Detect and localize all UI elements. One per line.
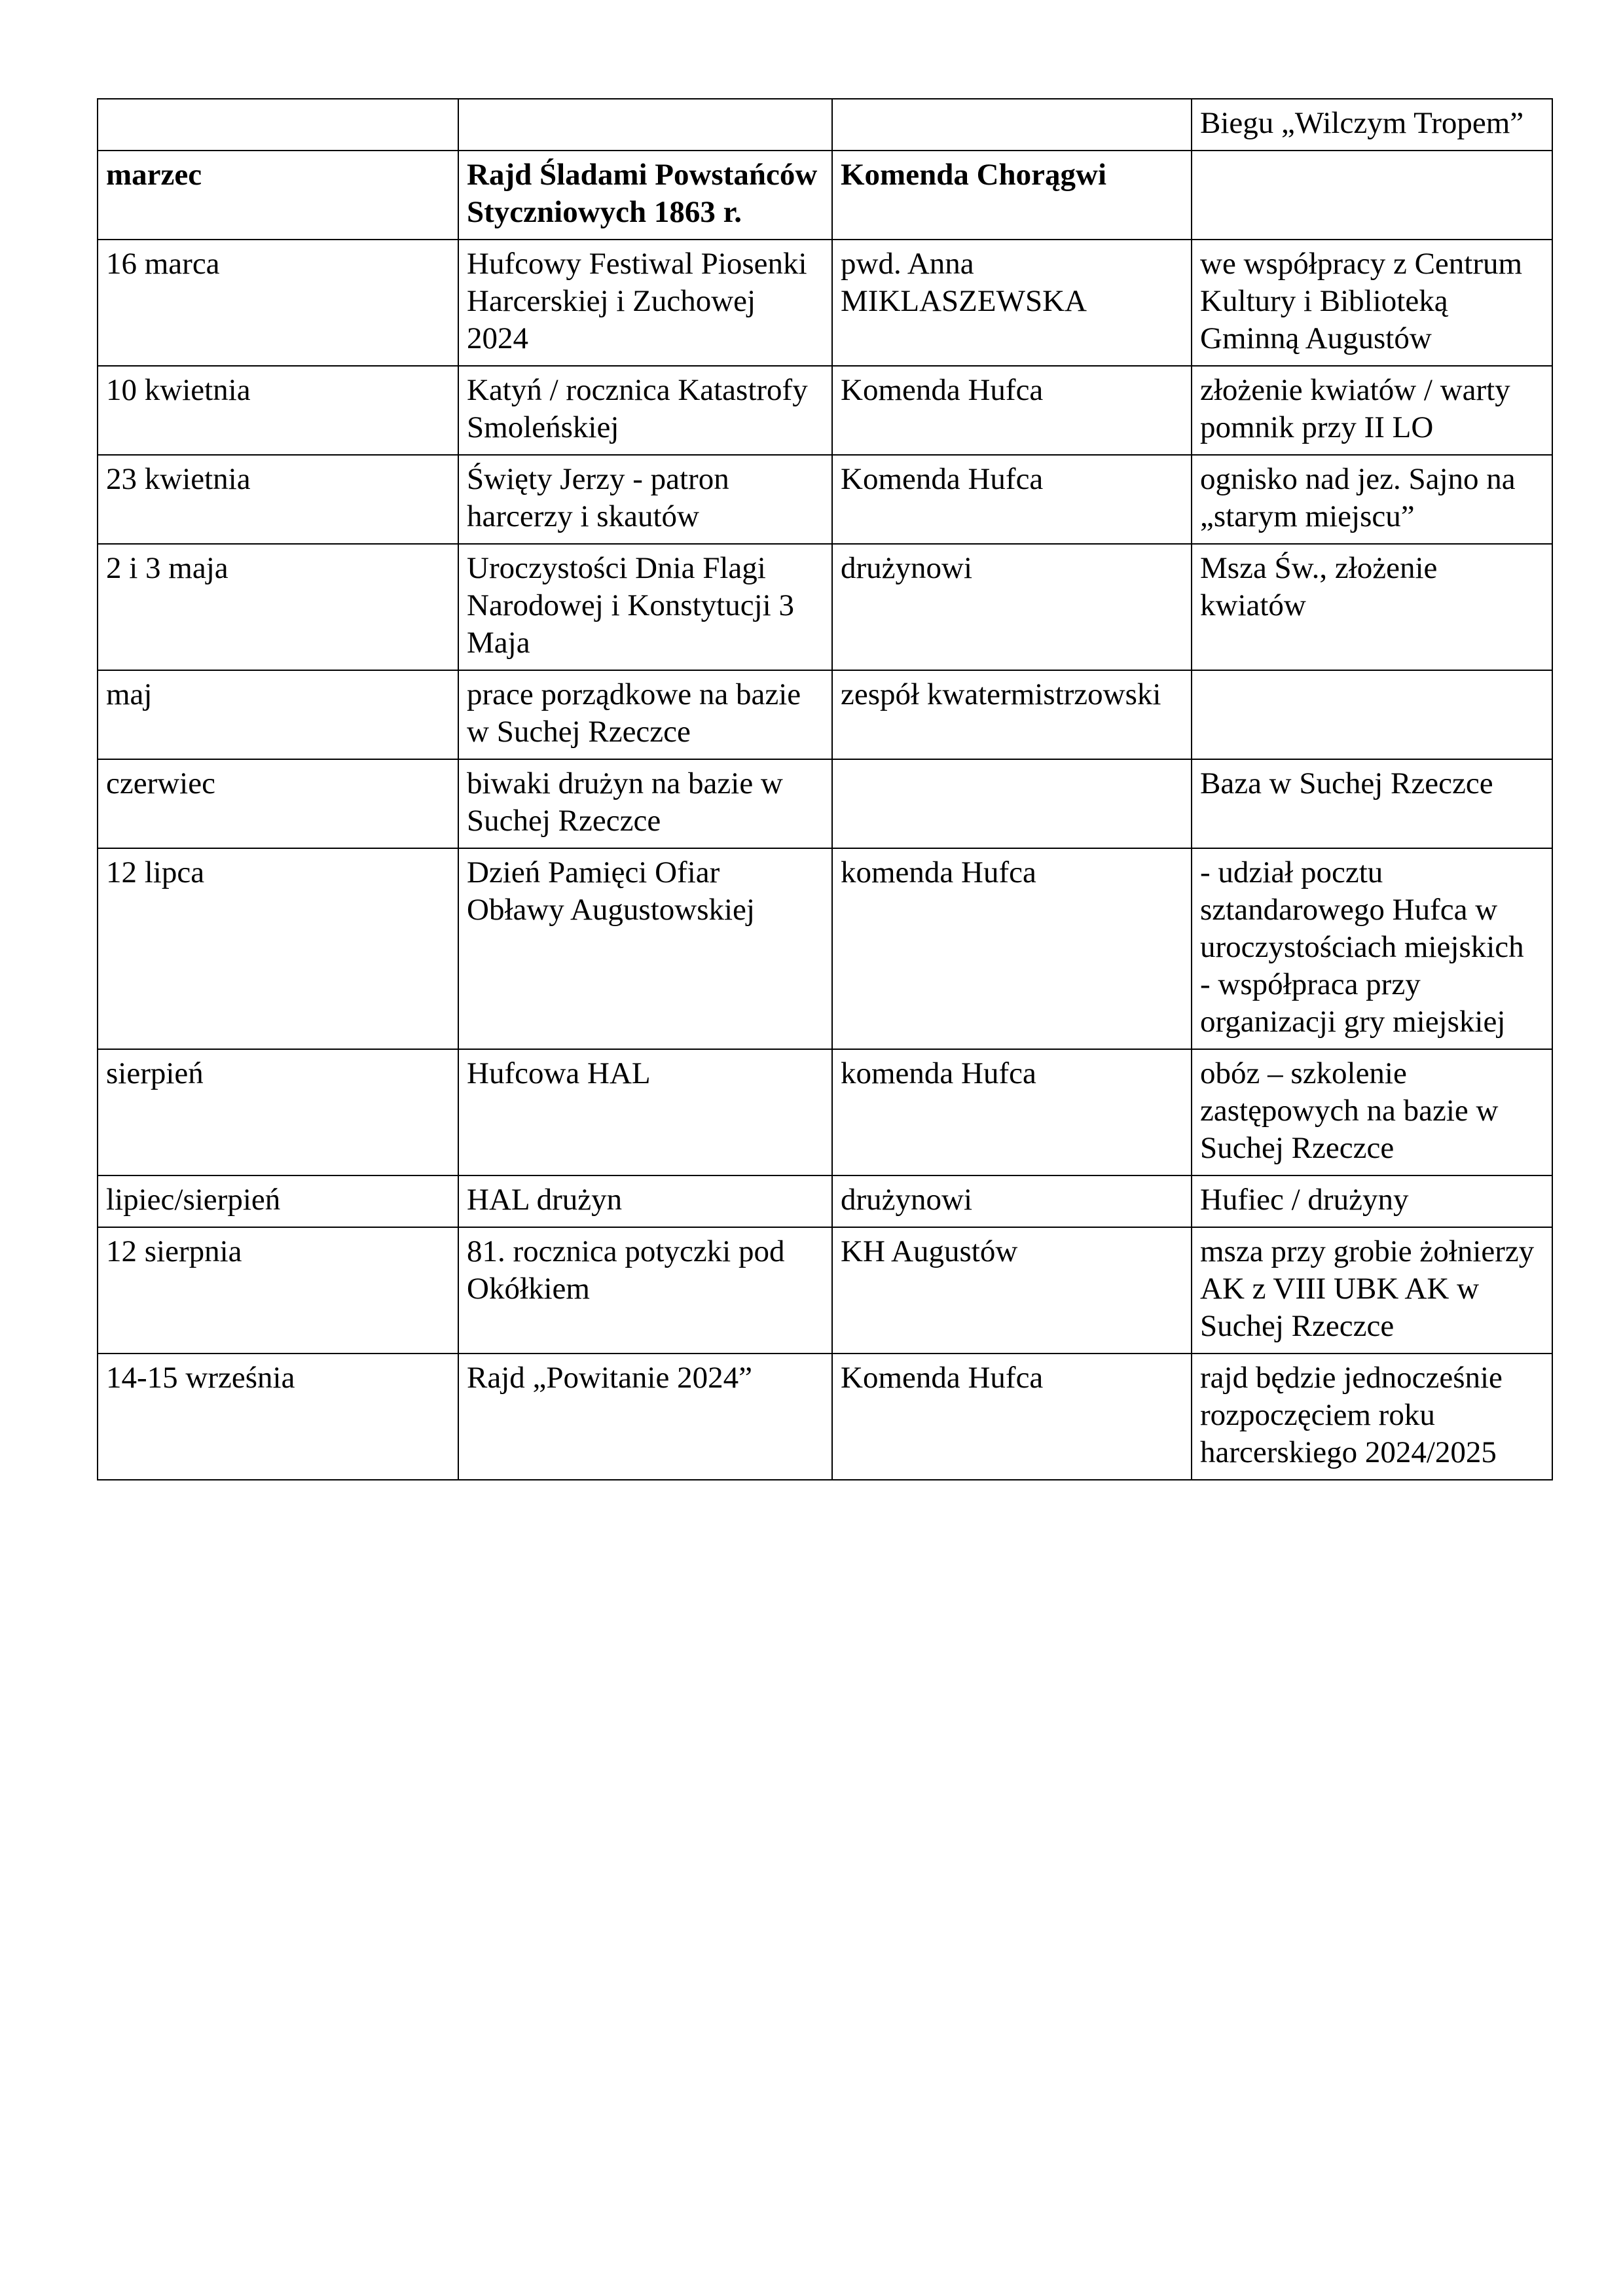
- date-cell: czerwiec: [98, 759, 458, 848]
- table-row: [98, 240, 1552, 366]
- date-cell: 14-15 września: [98, 1354, 458, 1480]
- organizer-cell: zespół kwatermistrzowski: [832, 670, 1192, 759]
- date-cell: 16 marca: [98, 240, 458, 366]
- table-row: [98, 848, 1552, 1049]
- notes-cell: Baza w Suchej Rzeczce: [1192, 759, 1552, 848]
- event-cell: Hufcowy Festiwal Piosenki Harcerskiej i Zuchowej 2024: [458, 240, 832, 366]
- event-cell: Rajd „Powitanie 2024”: [458, 1354, 832, 1480]
- notes-cell: we współpracy z Centrum Kultury i Biblioteką Gminną Augustów: [1192, 240, 1552, 366]
- notes-cell: rajd będzie jednocześnie rozpoczęciem roku harcerskiego 2024/2025: [1192, 1354, 1552, 1480]
- date-cell: maj: [98, 670, 458, 759]
- notes-cell: złożenie kwiatów / warty pomnik przy II LO: [1192, 366, 1552, 455]
- table-row: [98, 1227, 1552, 1354]
- organizer-cell: drużynowi: [832, 1175, 1192, 1227]
- event-cell: biwaki drużyn na bazie w Suchej Rzeczce: [458, 759, 832, 848]
- notes-cell: Msza Św., złożenie kwiatów: [1192, 544, 1552, 670]
- date-cell: 12 sierpnia: [98, 1227, 458, 1354]
- organizer-cell: drużynowi: [832, 544, 1192, 670]
- notes-cell: Hufiec / drużyny: [1192, 1175, 1552, 1227]
- notes-cell: [1192, 151, 1552, 240]
- organizer-cell: pwd. Anna MIKLASZEWSKA: [832, 240, 1192, 366]
- organizer-cell: komenda Hufca: [832, 1049, 1192, 1175]
- organizer-cell: [832, 759, 1192, 848]
- table-row: [98, 366, 1552, 455]
- table-row: [98, 99, 1552, 151]
- event-cell: HAL drużyn: [458, 1175, 832, 1227]
- event-cell: Rajd Śladami Powstańców Styczniowych 1863 r.: [458, 151, 832, 240]
- date-cell: 2 i 3 maja: [98, 544, 458, 670]
- organizer-cell: komenda Hufca: [832, 848, 1192, 1049]
- table-row: [98, 759, 1552, 848]
- schedule-table: [97, 98, 1553, 1480]
- table-row: [98, 151, 1552, 240]
- notes-cell: Biegu „Wilczym Tropem”: [1192, 99, 1552, 151]
- organizer-cell: Komenda Hufca: [832, 1354, 1192, 1480]
- organizer-cell: Komenda Chorągwi: [832, 151, 1192, 240]
- organizer-cell: Komenda Hufca: [832, 366, 1192, 455]
- table-row: [98, 455, 1552, 544]
- table-row: [98, 544, 1552, 670]
- event-cell: Święty Jerzy - patron harcerzy i skautów: [458, 455, 832, 544]
- date-cell: 23 kwietnia: [98, 455, 458, 544]
- date-cell: 10 kwietnia: [98, 366, 458, 455]
- notes-cell: ognisko nad jez. Sajno na „starym miejscu”: [1192, 455, 1552, 544]
- date-cell: sierpień: [98, 1049, 458, 1175]
- event-cell: 81. rocznica potyczki pod Okółkiem: [458, 1227, 832, 1354]
- event-cell: Katyń / rocznica Katastrofy Smoleńskiej: [458, 366, 832, 455]
- notes-cell: obóz – szkolenie zastępowych na bazie w Suchej Rzeczce: [1192, 1049, 1552, 1175]
- organizer-cell: Komenda Hufca: [832, 455, 1192, 544]
- event-cell: [458, 99, 832, 151]
- notes-cell: [1192, 670, 1552, 759]
- table-row: [98, 1175, 1552, 1227]
- table-row: [98, 1049, 1552, 1175]
- table-row: [98, 1354, 1552, 1480]
- date-cell: 12 lipca: [98, 848, 458, 1049]
- event-cell: Dzień Pamięci Ofiar Obławy Augustowskiej: [458, 848, 832, 1049]
- notes-cell: - udział pocztu sztandarowego Hufca w uroczystościach miejskich - współpraca przy organizacji gry miejskiej: [1192, 848, 1552, 1049]
- table-row: [98, 670, 1552, 759]
- organizer-cell: KH Augustów: [832, 1227, 1192, 1354]
- organizer-cell: [832, 99, 1192, 151]
- date-cell: marzec: [98, 151, 458, 240]
- schedule-table-body: [98, 99, 1552, 1480]
- event-cell: prace porządkowe na bazie w Suchej Rzeczce: [458, 670, 832, 759]
- date-cell: [98, 99, 458, 151]
- event-cell: Uroczystości Dnia Flagi Narodowej i Konstytucji 3 Maja: [458, 544, 832, 670]
- event-cell: Hufcowa HAL: [458, 1049, 832, 1175]
- notes-cell: msza przy grobie żołnierzy AK z VIII UBK AK w Suchej Rzeczce: [1192, 1227, 1552, 1354]
- date-cell: lipiec/sierpień: [98, 1175, 458, 1227]
